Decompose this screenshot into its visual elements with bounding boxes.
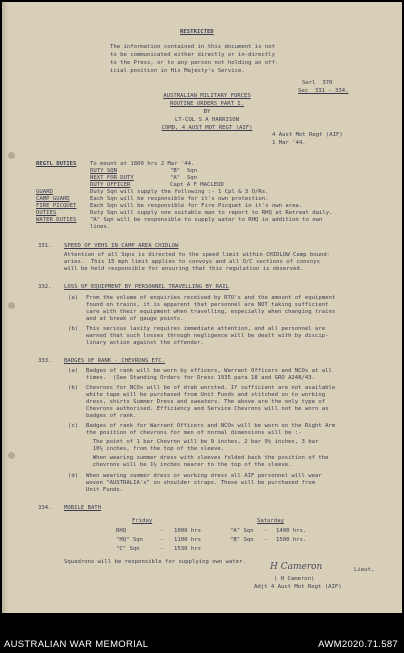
body-line: Chevrons for NCOs will be of drab worsted. If sufficient are not available [86, 385, 336, 391]
bath-sqn: "HQ" Sqn [116, 537, 143, 543]
bath-time: 1000 hrs [174, 528, 201, 534]
body-line: will be held responsible for ensuring that this regulation is observed. [64, 266, 304, 272]
paragraph-letter: (b) [68, 326, 79, 332]
bath-sqn: "A" Sqn [230, 528, 254, 534]
bath-time: 1100 hrs [174, 537, 201, 543]
unit-name: 4 Aust Mot Regt (AIF) [272, 132, 343, 138]
section-heading: LOSS OF EQUIPMENT BY PERSONNEL TRAVELLING BY RAIL [64, 284, 230, 290]
body-line: 10½ inches, from the top of the sleeve. [86, 446, 225, 452]
body-line: Badges of rank for Warrant Officers and NCOs will be worn on the Right Arm [86, 423, 336, 429]
body-line: chevrons will be 1½ inches nearer to the top of the sleeve. [86, 462, 292, 468]
body-line: Chevrons authorised. Efficiency and Service Chevrons will not be worn as [86, 406, 329, 412]
section-heading: SPEED OF VEHS IN CAMP AREA CHIDLOW [64, 243, 179, 249]
order-date: 1 Mar '44. [272, 140, 306, 146]
document-page [2, 2, 402, 613]
bath-dash: - [160, 537, 164, 543]
duty-line: lines. [90, 224, 111, 230]
body-line: Unit Funds. [86, 487, 124, 493]
bath-dash: - [264, 528, 268, 534]
body-line: The point of 1 bar Chevron will be 9 inches, 2 bar 9½ inches, 3 bar [86, 439, 319, 445]
body-line: and at break of gauge points. [86, 316, 184, 322]
bath-sqn: "C" Sqn [116, 546, 140, 552]
duty-row-value: Capt A F MACLEOD [170, 182, 224, 188]
punch-hole [8, 452, 15, 459]
body-line: badges of rank. [86, 413, 137, 419]
duty-row-value: "A" Sqn [170, 175, 197, 181]
paragraph-letter: (b) [68, 385, 79, 391]
classification-heading: RESTRICTED [180, 29, 214, 35]
section-range: Sec 331 - 334. [298, 88, 349, 94]
bath-dash: - [160, 528, 164, 534]
section-number: 332. [38, 284, 52, 290]
body-line: Attention of all Sqns is directed to the speed limit within CHIDLOW Camp bound- [64, 252, 331, 258]
body-line: warned that such losses through negligence will be dealt with by discip- [86, 333, 329, 339]
bath-sqn: RHQ [116, 528, 127, 534]
punch-hole [8, 302, 15, 309]
handwritten-signature: H Cameron [270, 562, 323, 572]
duty-line: Duty Sqn will supply the following :- 1 Cpl & 3 O/Rs. [90, 189, 269, 195]
bath-dash: - [264, 537, 268, 543]
duty-row-label: DUTY OFFICER [90, 182, 131, 188]
bath-dash: - [160, 546, 164, 552]
notice-line: to the Press, or to any person not holding an off- [110, 60, 279, 66]
section-heading: BADGES OF RANK - CHEVRONS ETC. [64, 358, 166, 364]
bath-day-label: Friday [132, 518, 153, 524]
body-line: When wearing summer dress or working dress all AIF personnel will wear [86, 473, 322, 479]
duty-line: Each Sqn will be responsible for Fire Picquet in it's own area. [90, 203, 303, 209]
body-line: the position of chevrons for men of normal dimensions will be :- [86, 430, 302, 436]
paragraph-letter: (a) [68, 368, 79, 374]
signatory-rank: Lieut, [354, 567, 375, 573]
notice-line: icial position in His Majesty's Service. [110, 68, 245, 74]
title-line: ROUTINE ORDERS PART I. [169, 101, 245, 107]
bath-day-label: Saturday [257, 518, 284, 524]
title-line: LT-COL S A HARRISON [175, 117, 239, 123]
signatory-name: ( H Cameron) [274, 576, 315, 582]
duty-label: FIRE PICQUET [36, 203, 77, 209]
body-line: found on trains, it is apparent that personnel are NOT taking sufficient [86, 302, 329, 308]
notice-line: to be communicated either directly or in-directly [110, 52, 276, 58]
duty-label: GUARD [36, 189, 53, 195]
body-line: care with their equipment when travelling, especially when changing trains [86, 309, 336, 315]
duty-line: Each Sqn will be responsible for it's own protection. [90, 196, 269, 202]
duty-row-label: NEXT FOR DUTY [90, 175, 134, 181]
section-number: 334. [38, 505, 52, 511]
title-line: BY [203, 109, 211, 115]
body-line: This serious laxity requires immediate attention, and all personnel are [86, 326, 326, 332]
bath-sqn: "B" Sqn [230, 537, 254, 543]
paragraph-letter: (d) [68, 473, 79, 479]
paragraph-letter: (a) [68, 295, 79, 301]
archive-id: AWM2020.71.587 [318, 639, 398, 650]
bath-time: 1500 hrs. [276, 537, 307, 543]
body-line: Badges of rank will be worn by officers, Warrant Officers and NCOs at all [86, 368, 332, 374]
duties-heading: REGTL DUTIES [36, 161, 77, 167]
bath-time: 1400 hrs. [276, 528, 307, 534]
section-heading: MOBILE BATH [64, 505, 102, 511]
section-number: 331. [38, 243, 52, 249]
duties-intro: To mount at 1800 hrs 2 Mar '44. [90, 161, 195, 167]
body-line: woven "AUSTRALIA's" on shoulder straps. These will be purchased from [86, 480, 316, 486]
signatory-title: Adjt 4 Aust Mot Regt (AIF) [254, 584, 342, 590]
duty-line: "A" Sqn will be responsible to supply water to RHQ in addition to own [90, 217, 323, 223]
duty-label: CAMP GUARD [36, 196, 70, 202]
body-line: aries. This 15 mph limit applies to convoys and all O/C sections of convoys [64, 259, 320, 265]
title-line: COMD, 4 AUST MOT REGT (AIF) [161, 125, 253, 131]
body-line: times. (See Standing Orders for Dress 1935 para 18 and GRO A248/43. [86, 375, 316, 381]
bath-time: 1530 hrs [174, 546, 201, 552]
archive-footer [0, 613, 404, 653]
title-line: AUSTRALIAN MILITARY FORCES [163, 93, 251, 99]
duty-row-value: "B" Sqn [170, 168, 197, 174]
duty-label: DUTIES [36, 210, 57, 216]
notice-line: The information contained in this document is not [110, 44, 276, 50]
duty-line: Duty Sqn will supply one suitable man to report to RHQ at Retreat daily. [90, 210, 333, 216]
archive-name: AUSTRALIAN WAR MEMORIAL [4, 639, 149, 650]
body-line: linary action against the offender. [86, 340, 204, 346]
paragraph-letter: (c) [68, 423, 79, 429]
body-line: dress, shirts Summer Dress and sweaters. The above are the only type of [86, 399, 326, 405]
duty-label: WATER DUTIES [36, 217, 77, 223]
body-line: Squadrons will be responsible for supplying own water. [64, 559, 246, 565]
serial-number: Serl 370 [302, 80, 333, 86]
section-number: 333. [38, 358, 52, 364]
body-line: white tape will be purchased from Unit Funds and stitched on to working [86, 392, 326, 398]
body-line: When wearing summer dress with sleeves folded back the position of the [86, 455, 329, 461]
body-line: From the volume of enquiries received by RTO's and the amount of equipment [86, 295, 336, 301]
punch-hole [8, 152, 15, 159]
duty-row-label: DUTY SQN [90, 168, 117, 174]
